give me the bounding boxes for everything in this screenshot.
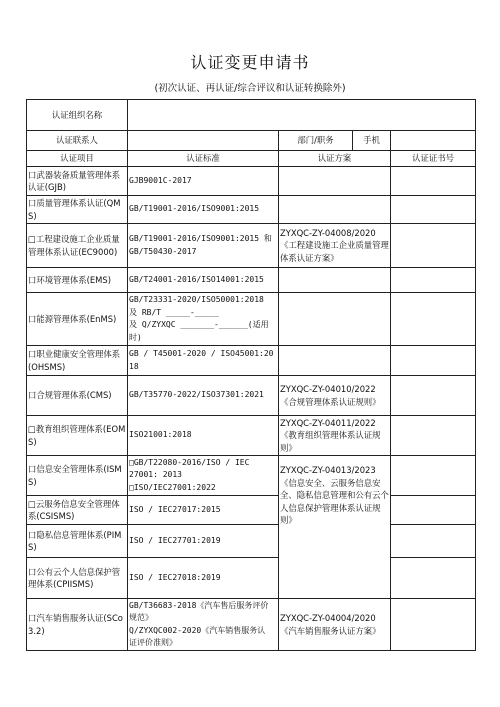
application-form-table: [26, 99, 476, 651]
document-title: 认证变更申请书: [190, 53, 310, 72]
contact-field[interactable]: [128, 131, 279, 151]
scheme-cell: [279, 346, 391, 376]
standard-cell: ISO21001:2018: [128, 416, 279, 456]
standard-line: 及 RB/T _____-_____: [129, 307, 219, 317]
phone-label: 手机: [353, 131, 391, 151]
cert-cell[interactable]: [391, 416, 476, 456]
project-cell: □教育组织管理体系(EOMS): [27, 416, 128, 456]
project-cell: 口公有云个人信息保护管理体系(CPIISMS): [27, 558, 128, 599]
cert-cell[interactable]: [391, 196, 476, 224]
standard-line: GB/T23331-2020/ISO50001:2018: [129, 295, 264, 304]
standard-line: GB/T36683-2018《汽车售后服务评价: [129, 600, 269, 610]
cert-cell[interactable]: [391, 376, 476, 416]
table-row: [27, 558, 476, 599]
table-row: [27, 268, 476, 293]
scheme-cell: [279, 416, 391, 456]
scheme-cell: [279, 167, 391, 196]
table-row: [27, 224, 476, 268]
standard-line: 时): [129, 332, 142, 342]
standard-cell: [128, 456, 279, 496]
table-row: [27, 167, 476, 196]
project-cell: 口职业健康安全管理体系(OHSMS): [27, 346, 128, 376]
cert-cell[interactable]: [391, 558, 476, 599]
project-cell: 口环境管理体系(EMS): [27, 268, 128, 293]
project-cell: 口能源管理体系(EnMS): [27, 293, 128, 346]
project-cell: 口隐私信息管理体系(PIMS): [27, 525, 128, 558]
col-header-cert: 认证证书号: [391, 151, 476, 167]
cert-cell[interactable]: [391, 599, 476, 651]
table-row: [27, 346, 476, 376]
scheme-cell: ZYXQC-ZY-04004/2020《汽车销售服务认证方案》: [279, 599, 391, 651]
scheme-cell-merged: ZYXQC-ZY-04013/2023《信息安全、云服务信息安全、隐私信息管理和公有云个人信息保护管理体系认证规则》: [279, 456, 391, 599]
contact-row: [27, 131, 476, 151]
table-row: [27, 525, 476, 558]
project-cell: 口信息安全管理体系(ISMS): [27, 456, 128, 496]
cert-cell[interactable]: [391, 346, 476, 376]
table-header-row: [27, 151, 476, 167]
scheme-cell: ZYXQC-ZY-04008/2020《工程建设施工企业质量管理体系认证方案》: [279, 224, 391, 268]
table-row: [27, 456, 476, 496]
standard-cell: GJB9001C-2017: [128, 167, 279, 196]
standard-cell: ISO / IEC27017:2015: [128, 496, 279, 525]
table-row: [27, 416, 476, 456]
standard-line: 27001: 2013: [129, 470, 182, 480]
document-subtitle: (初次认证、再认证/综合评议和认证转换除外): [154, 83, 346, 94]
standard-line: Q/ZYXQC002-2020《汽车销售服务认: [129, 625, 266, 635]
scheme-line: ZYXQC-ZY-04011/2022: [280, 417, 376, 428]
table-row: [27, 599, 476, 651]
table-row: [27, 293, 476, 346]
cert-cell[interactable]: [391, 456, 476, 496]
cert-cell[interactable]: [391, 525, 476, 558]
standard-line: 规范》: [129, 613, 153, 622]
standard-cell: GB/T19001-2016/ISO9001:2015: [128, 196, 279, 224]
standard-cell: ISO / IEC27018:2019: [128, 558, 279, 599]
project-cell: □工程建设施工企业质量管理体系认证(EC9000): [27, 224, 128, 268]
standard-line: 证评价准则》: [129, 638, 177, 647]
project-cell: 口合规管理体系(CMS): [27, 376, 128, 416]
standard-line: 及 Q/ZYXQC _______-______(适用: [129, 320, 269, 329]
scheme-line: ZYXQC-ZY-04010/2022: [280, 384, 376, 394]
standard-cell: GB/T24001-2016/ISO14001:2015: [128, 268, 279, 293]
standard-cell: GB/T35770-2022/ISO37301:2021: [128, 376, 279, 416]
cert-cell[interactable]: [391, 496, 476, 525]
project-cell: 口武器装备质量管理体系认证(GJB): [27, 167, 128, 196]
org-name-label: 认证组织名称: [27, 100, 128, 131]
cert-cell[interactable]: [391, 268, 476, 293]
project-cell: 口汽车销售服务认证(SCo3.2): [27, 599, 128, 651]
scheme-line: 《合规管理体系认证规则》: [280, 396, 381, 407]
scheme-cell: [279, 293, 391, 346]
col-header-standard: 认证标准: [128, 151, 279, 167]
project-cell: 口质量管理体系认证(QMS): [27, 196, 128, 224]
col-header-scheme: 认证方案: [279, 151, 391, 167]
scheme-line: 《教育组织管理体系认证规则》: [280, 430, 381, 453]
cert-cell[interactable]: [391, 224, 476, 268]
project-cell: □云服务信息安全管理体系(CSISMS): [27, 496, 128, 525]
scheme-cell: [279, 268, 391, 293]
contact-label: 认证联系人: [27, 131, 128, 151]
dept-label: 部门/职务: [279, 131, 353, 151]
standard-cell: GB/T19001-2016/ISO9001:2015 和 GB/T50430-2017: [128, 224, 279, 268]
cert-cell[interactable]: [391, 293, 476, 346]
org-name-row: [27, 100, 476, 131]
standard-line: □GB/T22080-2016/ISO / IEC: [129, 457, 250, 467]
phone-field[interactable]: [391, 131, 476, 151]
table-row: [27, 376, 476, 416]
scheme-cell: [279, 196, 391, 224]
scheme-cell: [279, 376, 391, 416]
table-row: [27, 196, 476, 224]
standard-cell: [128, 293, 279, 346]
standard-cell: ISO / IEC27701:2019: [128, 525, 279, 558]
org-name-field[interactable]: [128, 100, 476, 131]
standard-line: □ISO/IEC27001:2022: [129, 482, 216, 492]
standard-cell: [128, 599, 279, 651]
standard-cell: GB / T45001-2020 / ISO45001:2018: [128, 346, 279, 376]
table-row: [27, 496, 476, 525]
cert-cell[interactable]: [391, 167, 476, 196]
col-header-project: 认证项目: [27, 151, 128, 167]
